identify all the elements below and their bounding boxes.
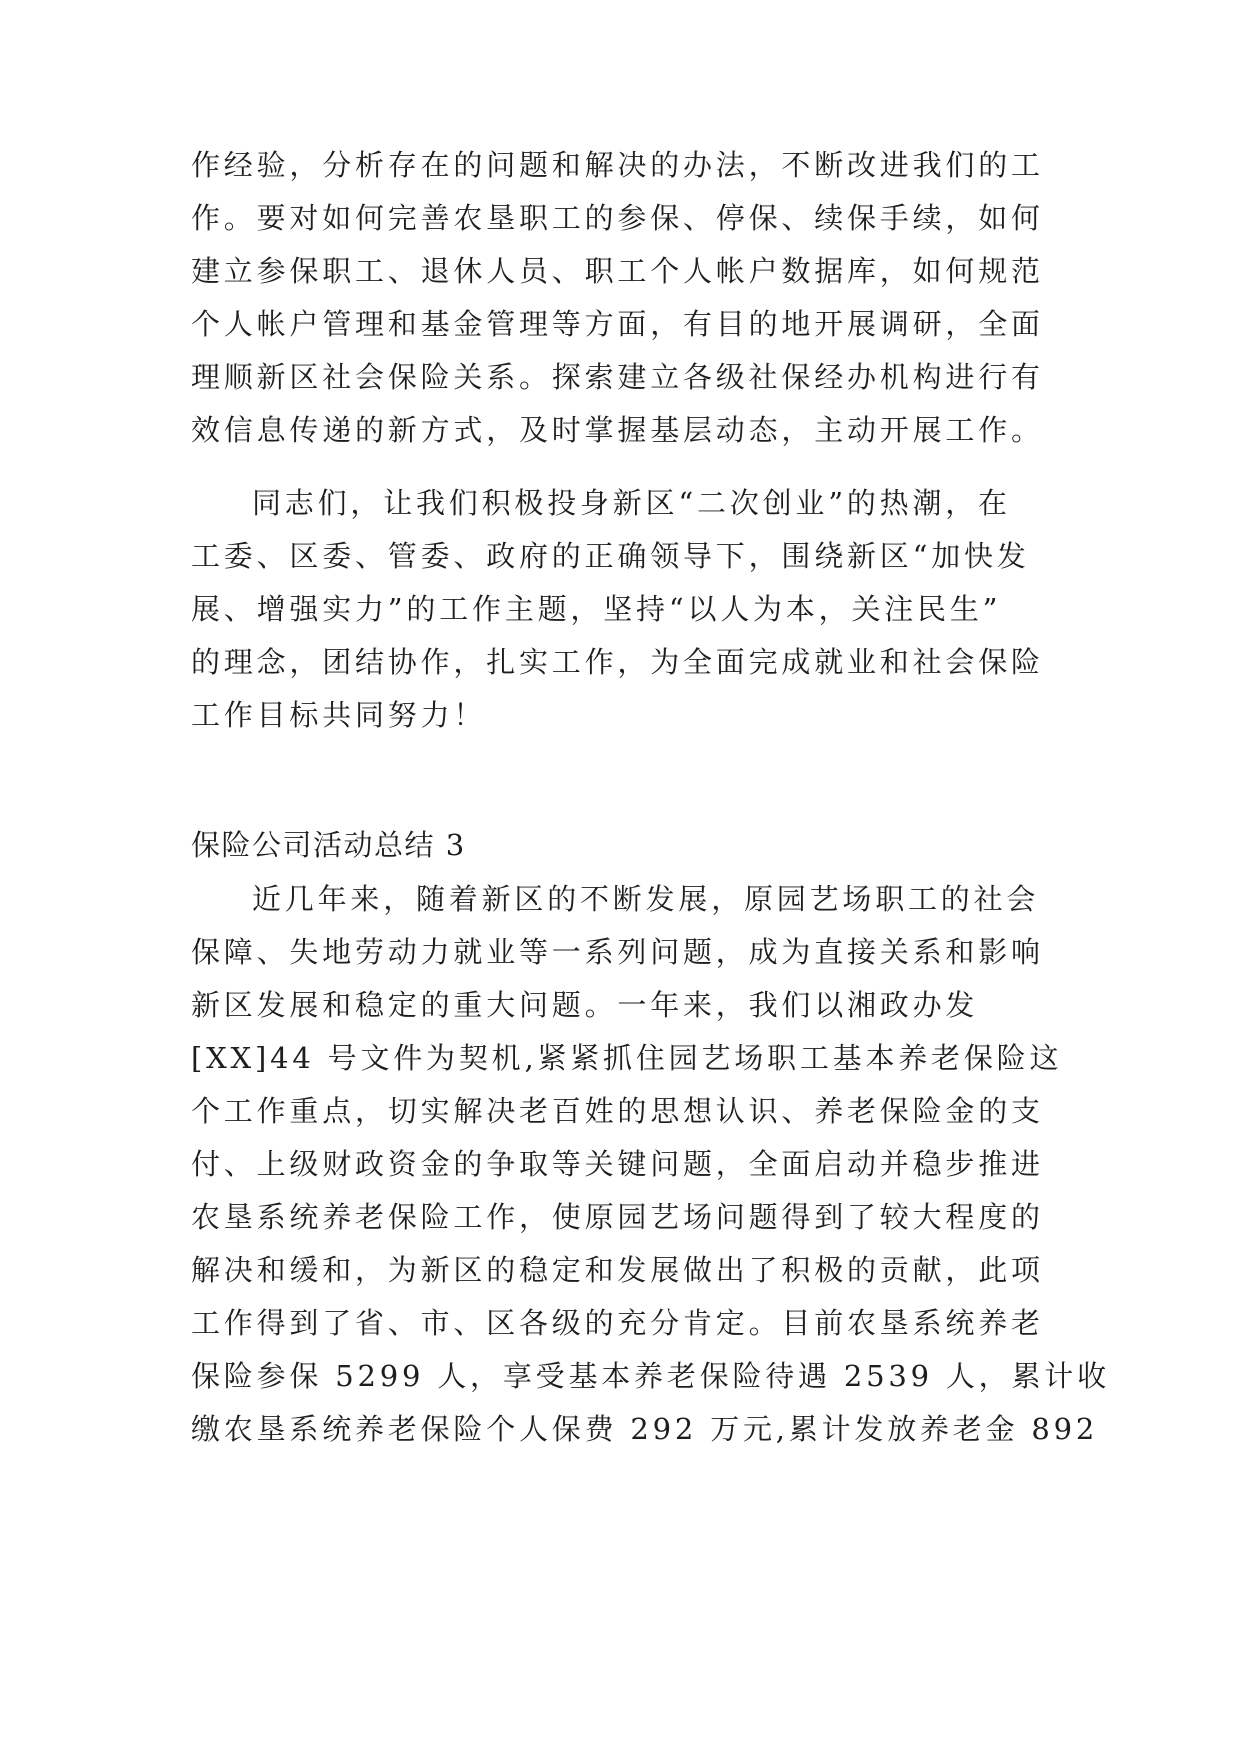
paragraph-3-line-4: [XX]44 号文件为契机,紧紧抓住园艺场职工基本养老保险这 <box>191 1041 1063 1075</box>
paragraph-3-line-1: 近几年来，随着新区的不断发展，原园艺场职工的社会 <box>252 882 1040 916</box>
paragraph-1-line-6: 效信息传递的新方式，及时掌握基层动态，主动开展工作。 <box>191 413 1044 447</box>
paragraph-1-line-1: 作经验，分析存在的问题和解决的办法，不断改进我们的工 <box>191 148 1044 182</box>
paragraph-3-line-7: 农垦系统养老保险工作，使原园艺场问题得到了较大程度的 <box>191 1200 1044 1234</box>
paragraph-3-line-3: 新区发展和稳定的重大问题。一年来，我们以湘政办发 <box>191 988 979 1022</box>
paragraph-2-line-5: 工作目标共同努力！ <box>191 698 487 732</box>
paragraph-3-line-5: 个工作重点，切实解决老百姓的思想认识、养老保险金的支 <box>191 1094 1044 1128</box>
paragraph-3-line-6: 付、上级财政资金的争取等关键问题，全面启动并稳步推进 <box>191 1147 1044 1181</box>
paragraph-2-line-3: 展、增强实力”的工作主题，坚持“以人为本，关注民生” <box>191 592 1002 626</box>
paragraph-3-line-11: 缴农垦系统养老保险个人保费 292 万元,累计发放养老金 892 <box>191 1412 1099 1446</box>
paragraph-3-line-2: 保障、失地劳动力就业等一系列问题，成为直接关系和影响 <box>191 935 1044 969</box>
paragraph-3-line-10: 保险参保 5299 人，享受基本养老保险待遇 2539 人，累计收 <box>191 1359 1110 1393</box>
paragraph-3-line-8: 解决和缓和，为新区的稳定和发展做出了积极的贡献，此项 <box>191 1253 1044 1287</box>
paragraph-1-line-4: 个人帐户管理和基金管理等方面，有目的地开展调研，全面 <box>191 307 1044 341</box>
paragraph-2-line-2: 工委、区委、管委、政府的正确领导下，围绕新区“加快发 <box>191 539 1030 573</box>
paragraph-1-line-5: 理顺新区社会保险关系。探索建立各级社保经办机构进行有 <box>191 360 1044 394</box>
paragraph-1-line-2: 作。要对如何完善农垦职工的参保、停保、续保手续，如何 <box>191 201 1044 235</box>
paragraph-3-line-9: 工作得到了省、市、区各级的充分肯定。目前农垦系统养老 <box>191 1306 1044 1340</box>
paragraph-2-line-1: 同志们，让我们积极投身新区“二次创业”的热潮，在 <box>252 486 1011 520</box>
section-title: 保险公司活动总结 3 <box>191 828 466 862</box>
paragraph-1-line-3: 建立参保职工、退休人员、职工个人帐户数据库，如何规范 <box>191 254 1044 288</box>
paragraph-2-line-4: 的理念，团结协作，扎实工作，为全面完成就业和社会保险 <box>191 645 1044 679</box>
